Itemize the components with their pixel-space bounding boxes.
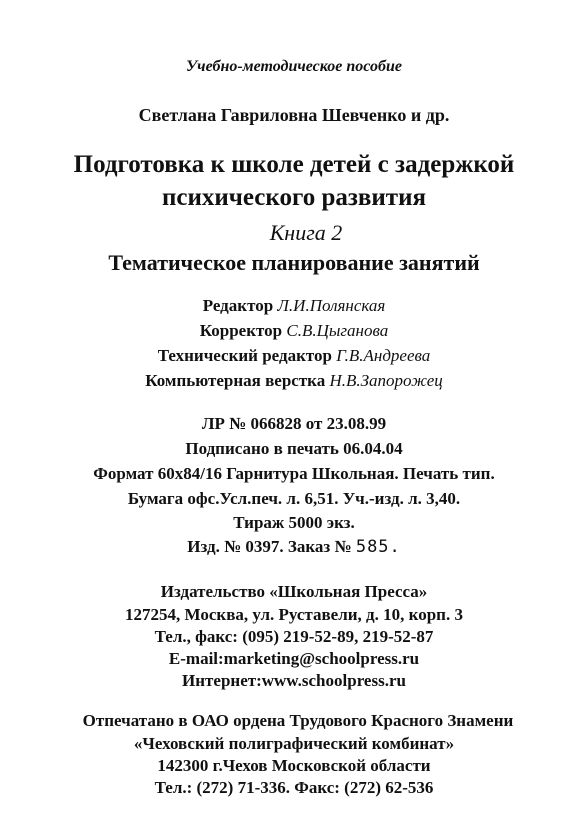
imprint-license: ЛР № 066828 от 23.08.99 — [201, 414, 387, 433]
book-subtitle: Тематическое планирование занятий — [108, 250, 480, 275]
credit-role: Редактор — [202, 296, 274, 315]
imprint-order — [0, 538, 588, 556]
book-number: Книга 2 — [269, 220, 343, 245]
imprint-print-run: Тираж 5000 экз. — [233, 513, 355, 532]
credit-name: С.В.Цыганова — [286, 321, 389, 340]
credit-role: Корректор — [199, 321, 283, 340]
credit-name: Г.В.Андреева — [336, 346, 431, 365]
printer-line-4: Тел.: (272) 71-336. Факс: (272) 62-536 — [154, 778, 434, 797]
printer-line-1: Отпечатано в ОАО ордена Трудового Красного Знамени — [82, 711, 514, 730]
series-label: Учебно-методическое пособие — [186, 58, 402, 75]
book-title-line-1: Подготовка к школе детей с задержкой — [73, 151, 515, 178]
imprint-signed: Подписано в печать 06.04.04 — [185, 439, 403, 458]
credit-name: Н.В.Запорожец — [329, 371, 443, 390]
credit-role: Технический редактор — [157, 346, 332, 365]
credit-proofreader — [0, 322, 588, 339]
publisher-name: Издательство «Школьная Пресса» — [160, 582, 428, 601]
handwritten-order-number: 585. — [355, 537, 401, 557]
publisher-address: 127254, Москва, ул. Руставели, д. 10, корп. 3 — [125, 605, 463, 624]
imprint-order-prefix: Изд. № 0397. Заказ № — [187, 537, 356, 556]
printer-line-3: 142300 г.Чехов Московской области — [157, 756, 431, 775]
imprint-format: Формат 60x84/16 Гарнитура Школьная. Печать тип. — [93, 464, 495, 483]
credit-role: Компьютерная верстка — [145, 371, 326, 390]
book-title-line-2: психического развития — [161, 184, 427, 211]
credit-layout — [0, 372, 588, 389]
credit-name: Л.И.Полянская — [277, 296, 386, 315]
publisher-email: E-mail:marketing@schoolpress.ru — [168, 649, 420, 668]
publisher-phone: Тел., факс: (095) 219-52-89, 219-52-87 — [154, 627, 434, 646]
printer-line-2: «Чеховский полиграфический комбинат» — [133, 734, 455, 753]
author-line: Светлана Гавриловна Шевченко и др. — [138, 105, 450, 125]
credit-tech-editor — [0, 347, 588, 364]
imprint-paper: Бумага офс.Усл.печ. л. 6,51. Уч.-изд. л. 3,40. — [127, 489, 461, 508]
credit-editor — [0, 297, 588, 314]
publisher-web: Интернет:www.schoolpress.ru — [182, 671, 406, 690]
